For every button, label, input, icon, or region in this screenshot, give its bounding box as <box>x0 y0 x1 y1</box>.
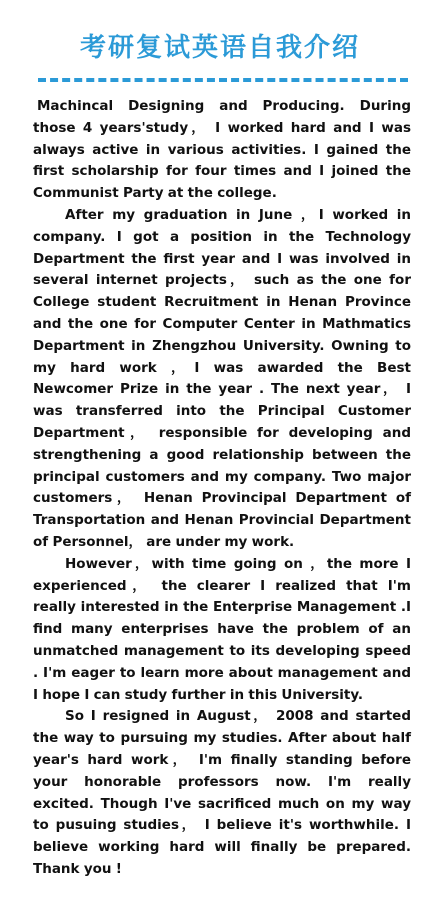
paragraph-3: However，with time going on ，the more I experienced， the clearer I realized that I'm really interested in the Enterprise Management .I find many enterprises have the problem of an unmatched management to its developing speed . I'm eager to learn more about management and I hope I can study further in this University. <box>33 555 411 703</box>
paragraph-4: So I resigned in August， 2008 and started the way to pursuing my studies. After about half year's hard work， I'm finally standing before your honorable professors now. I'm really excited. Though I've sacrificed much on my way to pusuing studies， I believe it's worthwhile. I believe working hard will finally be prepared. Thank you ! <box>33 708 411 877</box>
title-divider <box>38 78 408 82</box>
paragraph-2: After my graduation in June ，I worked in company. I got a position in the Technology Department the first year and I was involved in several internet projects， such as the one for College student Recruitment in Henan Province and the one for Computer Center in Mathmatics Department in Zhengzhou University. Owning to my hard work ，I was awarded the Best Newcomer Prize in the year . The next year， I was transferred into the Principal Customer Department， responsible for developing and strengthening a good relationship between the principal customers and my company. Two major customers， Henan Provincipal Department of Transportation and Henan Provincial Department of Personnel， are under my work. <box>33 206 411 550</box>
document-title: 考研复试英语自我介绍 <box>79 33 360 63</box>
document-body <box>33 96 411 881</box>
paragraph-1: Machincal Designing and Producing. During those 4 years'study， I worked hard and I was always active in various activities. I gained the first scholarship for four times and I joined the Communist Party at the college. <box>33 98 411 202</box>
